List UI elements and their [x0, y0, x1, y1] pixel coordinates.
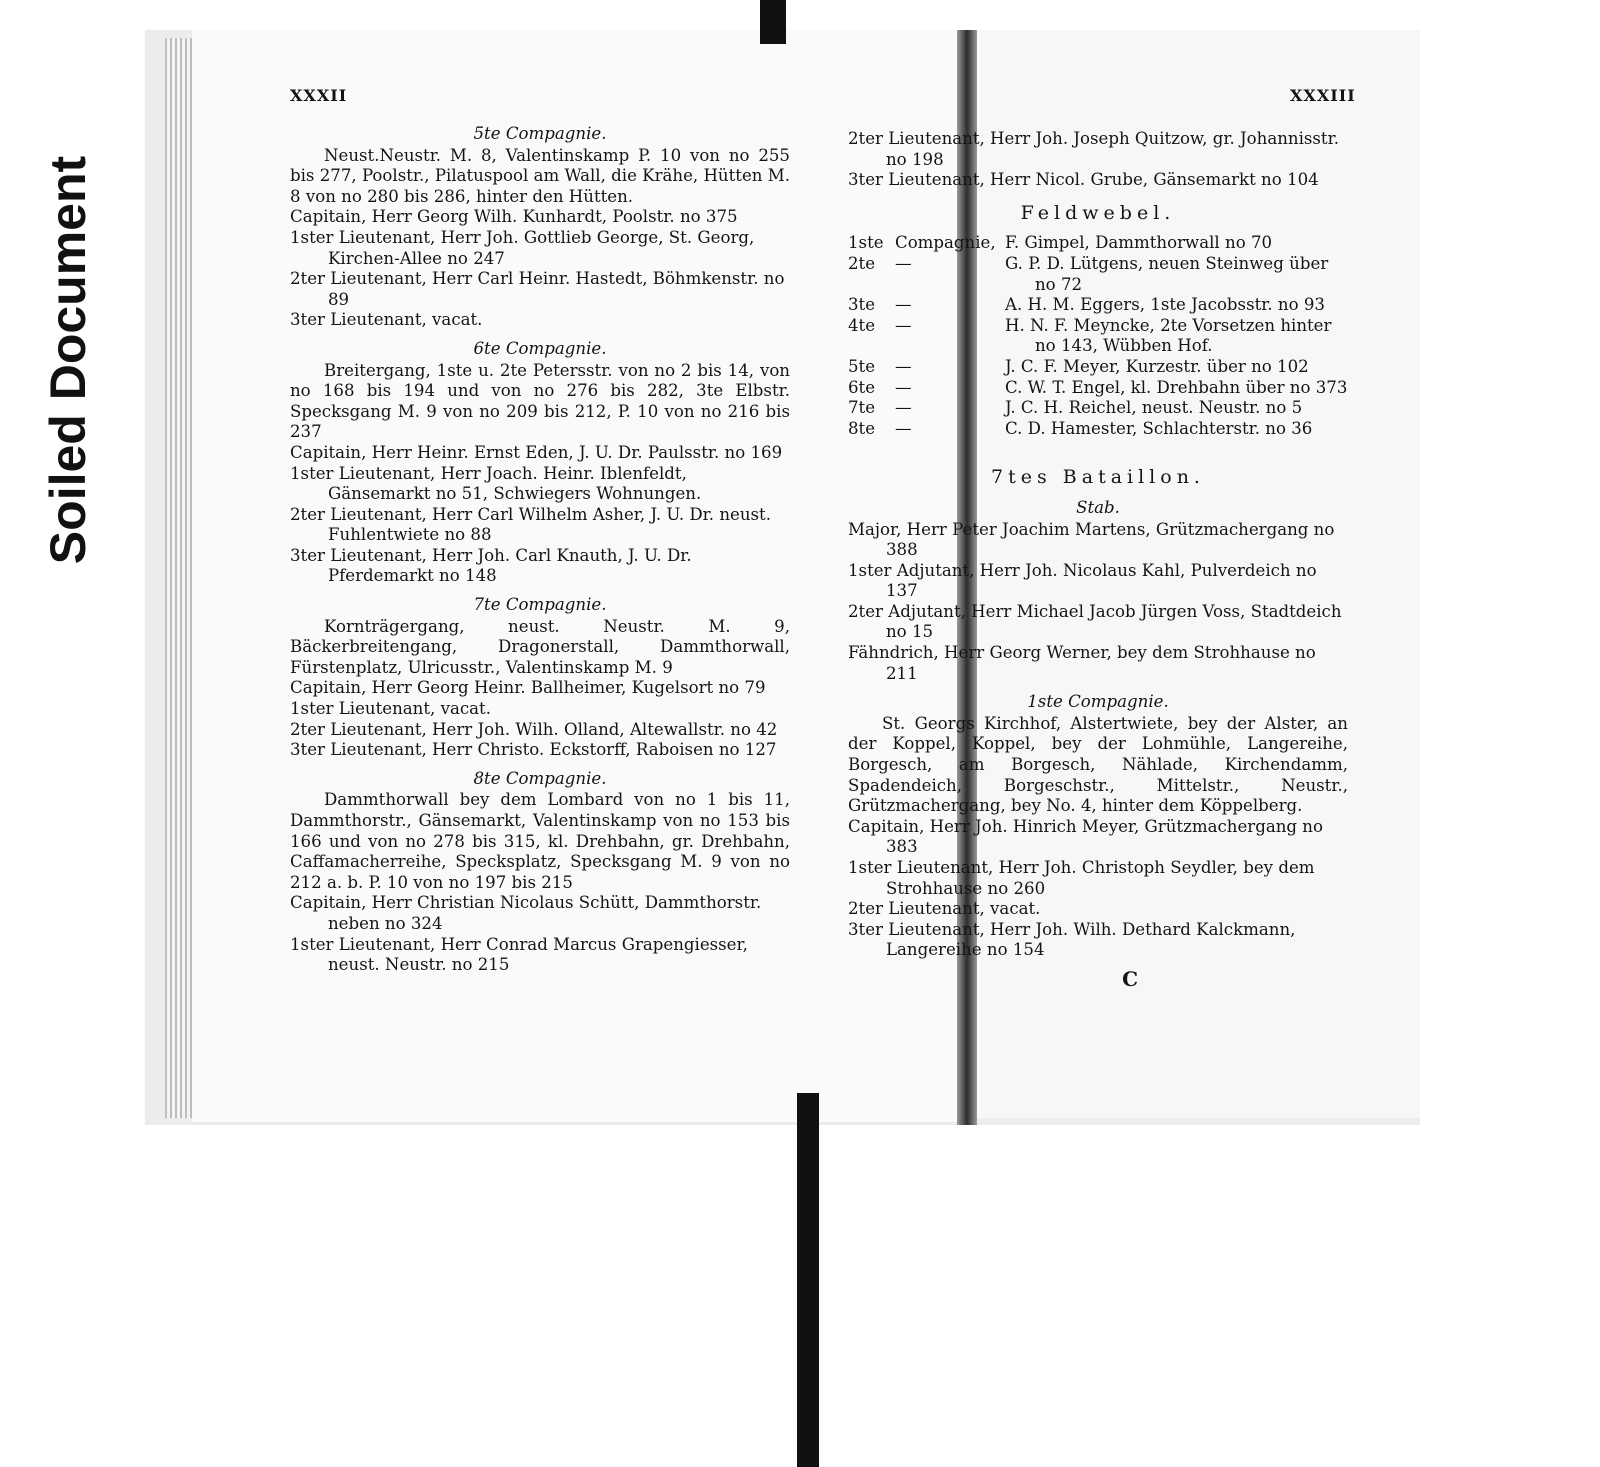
feldwebel-name: A. H. M. Eggers, 1ste Jacobsstr. no 93 [1005, 295, 1325, 315]
officer-entry: Capitain, Herr Heinr. Ernst Eden, J. U. Dr. Paulsstr. no 169 [290, 442, 783, 462]
company-block [290, 769, 790, 976]
officer-entry: Capitain, Herr Georg Wilh. Kunhardt, Poolstr. no 375 [290, 207, 738, 227]
feldwebel-heading: Feldwebel. [1020, 201, 1176, 224]
officer-entry: 2ter Lieutenant, Herr Joh. Wilh. Olland, Altewallstr. no 42 [290, 719, 778, 739]
feldwebel-name: J. C. F. Meyer, Kurzestr. über no 102 [1005, 356, 1309, 376]
page-number-left: XXXII [290, 86, 348, 105]
feldwebel-company: — [895, 253, 912, 273]
company-block [290, 339, 790, 587]
feldwebel-row [848, 316, 1348, 357]
officer-entry: Capitain, Herr Georg Heinr. Ballheimer, Kugelsort no 79 [290, 678, 766, 698]
feldwebel-number: 2te [848, 253, 876, 273]
feldwebel-name: H. N. F. Meyncke, 2te Vorsetzen hinter no 143, Wübben Hof. [1005, 315, 1332, 356]
officer-entry: 2ter Adjutant, Herr Michael Jacob Jürgen Voss, Stadtdeich no 15 [848, 601, 1342, 642]
feldwebel-row [848, 233, 1348, 254]
officer-entry: 2ter Lieutenant, Herr Carl Heinr. Hastedt, Böhmkenstr. no 89 [290, 269, 785, 309]
clip-bottom [797, 1093, 819, 1467]
officer-entry: 2ter Lieutenant, Herr Carl Wilhelm Asher, J. U. Dr. neust. Fuhlentwiete no 88 [290, 504, 771, 545]
officer-entry: 3ter Lieutenant, vacat. [290, 310, 483, 330]
company-streets: St. Georgs Kirchhof, Alstertwiete, bey der Alster, an der Koppel, Koppel, bey der Lohmühle, Langereihe, Borgesch, am Borgesch, Nählade, Kirchendamm, Spadendeich, Borgeschstr., Mittelstr., Neustr., Grützmachergang, bey No. 4, hinter dem Köppelberg. [848, 713, 1348, 816]
officer-entry: 3ter Lieutenant, Herr Christo. Eckstorff, Raboisen no 127 [290, 740, 777, 760]
officer-entry: 2ter Lieutenant, vacat. [848, 899, 1041, 919]
officer-entry: 1ster Lieutenant, Herr Conrad Marcus Grapengiesser, neust. Neustr. no 215 [290, 934, 748, 975]
company-heading: 5te Compagnie. [473, 124, 607, 143]
officer-entry: 1ster Lieutenant, Herr Joach. Heinr. Iblenfeldt, Gänsemarkt no 51, Schwiegers Wohnungen. [290, 463, 702, 504]
feldwebel-name: J. C. H. Reichel, neust. Neustr. no 5 [1005, 398, 1303, 418]
officer-entry: 1ster Lieutenant, Herr Joh. Christoph Seydler, bey dem Strohhause no 260 [848, 858, 1315, 898]
feldwebel-company: Compagnie, [895, 233, 996, 253]
officer-entry: Fähndrich, Herr Georg Werner, bey dem Strohhause no 211 [848, 643, 1316, 683]
company-streets: Breitergang, 1ste u. 2te Petersstr. von no 2 bis 14, von no 168 bis 194 und von no 276 bis 282, 3te Elbstr. Specksgang M. 9 von no 209 bis 212, P. 10 von no 216 bis 237 [290, 360, 790, 442]
feldwebel-name: F. Gimpel, Dammthorwall no 70 [1005, 233, 1273, 253]
feldwebel-number: 3te [848, 295, 876, 315]
left-page-text [290, 116, 790, 976]
officer-entry: Capitain, Herr Joh. Hinrich Meyer, Grützmachergang no 383 [848, 816, 1323, 857]
feldwebel-company: — [895, 315, 912, 335]
catchword: C [1122, 966, 1138, 991]
company-streets: Kornträgergang, neust. Neustr. M. 9, Bäckerbreitengang, Dragonerstall, Dammthorwall, Fürstenplatz, Ulricusstr., Valentinskamp M. 9 [290, 616, 790, 677]
company-heading: 1ste Compagnie. [1027, 692, 1169, 712]
feldwebel-number: 7te [848, 398, 876, 418]
feldwebel-company: — [895, 356, 912, 376]
vertical-label-text: Soiled Document [40, 155, 96, 565]
officer-entry: 3ter Lieutenant, Herr Joh. Wilh. Dethard Kalckmann, Langereihe no 154 [848, 919, 1296, 960]
feldwebel-company: — [895, 377, 912, 397]
company-block [290, 595, 790, 761]
feldwebel-name: G. P. D. Lütgens, neuen Steinweg über no 72 [1005, 253, 1329, 294]
stab-heading: Stab. [1076, 497, 1120, 517]
officer-entry: 3ter Lieutenant, Herr Nicol. Grube, Gänsemarkt no 104 [848, 170, 1319, 190]
company-heading: 7te Compagnie. [473, 595, 607, 615]
feldwebel-number: 1ste [848, 233, 884, 253]
feldwebel-row [848, 419, 1348, 440]
clip-top [760, 0, 786, 44]
officer-entry: 3ter Lieutenant, Herr Joh. Carl Knauth, J. U. Dr. Pferdemarkt no 148 [290, 545, 692, 586]
page-edges [165, 38, 195, 1118]
company-heading: 6te Compagnie. [473, 338, 607, 358]
feldwebel-number: 4te [848, 315, 876, 335]
feldwebel-row [848, 378, 1348, 399]
officer-entry: Capitain, Herr Christian Nicolaus Schütt, Dammthorstr. neben no 324 [290, 893, 762, 933]
officer-entry: Major, Herr Peter Joachim Martens, Grützmachergang no 388 [848, 519, 1335, 560]
feldwebel-row [848, 357, 1348, 378]
feldwebel-company: — [895, 295, 912, 315]
feldwebel-name: C. W. T. Engel, kl. Drehbahn über no 373 [1005, 377, 1348, 397]
feldwebel-name: C. D. Hamester, Schlachterstr. no 36 [1005, 418, 1313, 438]
officer-entry: 1ster Lieutenant, Herr Joh. Gottlieb George, St. Georg, Kirchen-Allee no 247 [290, 227, 755, 268]
feldwebel-row [848, 398, 1348, 419]
feldwebel-row [848, 254, 1348, 295]
company-streets: Dammthorwall bey dem Lombard von no 1 bis 11, Dammthorstr., Gänsemarkt, Valentinskamp von no 153 bis 166 und von no 278 bis 315, kl. Drehbahn, gr. Drehbahn, Caffamacherreihe, Specksplatz, Specksgang M. 9 von no 212 a. b. P. 10 von no 197 bis 215 [290, 790, 790, 892]
feldwebel-number: 5te [848, 356, 876, 376]
feldwebel-company: — [895, 398, 912, 418]
right-page-text [848, 129, 1348, 990]
bataillon-heading: 7tes Bataillon. [991, 466, 1205, 489]
vertical-label [8, 80, 128, 640]
feldwebel-number: 6te [848, 377, 876, 397]
officer-entry: 1ster Adjutant, Herr Joh. Nicolaus Kahl, Pulverdeich no 137 [848, 560, 1317, 601]
company-heading: 8te Compagnie. [473, 768, 607, 788]
feldwebel-number: 8te [848, 418, 876, 438]
feldwebel-company: — [895, 418, 912, 438]
company-block [290, 124, 790, 331]
officer-entry: 1ster Lieutenant, vacat. [290, 699, 491, 719]
feldwebel-row [848, 295, 1348, 316]
officer-entry: 2ter Lieutenant, Herr Joh. Joseph Quitzow, gr. Johannisstr. no 198 [848, 129, 1339, 169]
feldwebel-list [848, 233, 1348, 439]
page-number-right: XXXIII [1290, 86, 1356, 105]
company-streets: Neust.Neustr. M. 8, Valentinskamp P. 10 von no 255 bis 277, Poolstr., Pilatuspool am Wall, die Krähe, Hütten M. 8 von no 280 bis 286, hinter den Hütten. [290, 145, 790, 206]
